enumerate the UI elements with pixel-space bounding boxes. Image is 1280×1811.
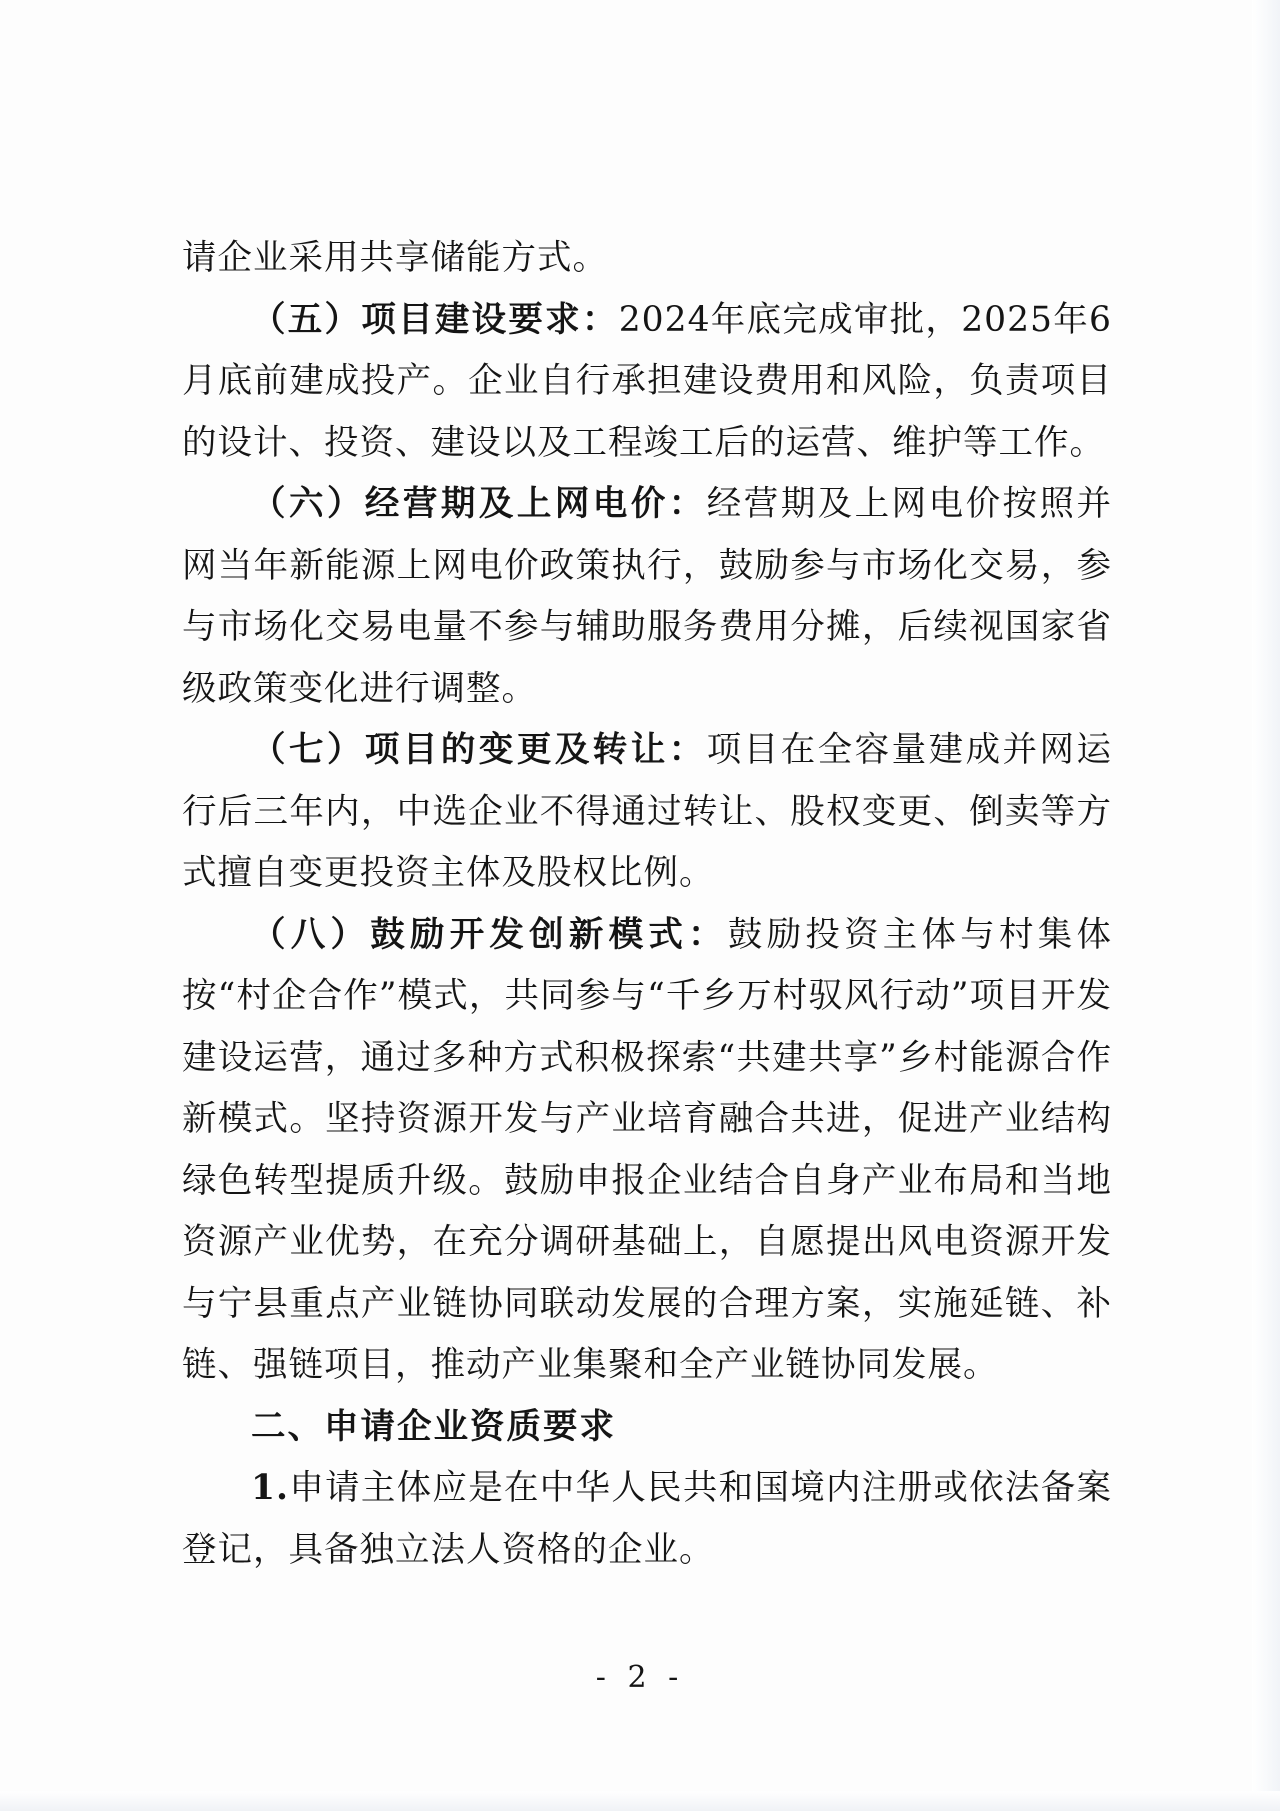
- list-item-text: 申请主体应是在中华人民共和国境内注册或依法备案登记，具备独立法人资格的企业。: [182, 1468, 1112, 1570]
- section-heading: 二、申请企业资质要求: [251, 1406, 616, 1447]
- scan-edge-right: [1252, 0, 1280, 1811]
- paragraph-operation-period-price: [182, 474, 1112, 720]
- paragraph-heading: （七）项目的变更及转让：: [251, 730, 707, 770]
- paragraph-continuation: [182, 228, 1112, 290]
- paragraph-heading: （五）项目建设要求：: [251, 299, 619, 340]
- paragraph-heading: （八）鼓励开发创新模式：: [251, 914, 728, 955]
- paragraph-text: 经营期及上网电价按照并网当年新能源上网电价政策执行，鼓励参与市场化交易，参与市场化交易电量不参与辅助服务费用分摊，后续视国家省级政策变化进行调整。: [182, 484, 1113, 709]
- paragraph-text: 项目在全容量建成并网运行后三年内，中选企业不得通过转让、股权变更、倒卖等方式擅自变更投资主体及股权比例。: [182, 730, 1113, 893]
- paragraph-innovation-mode: [182, 905, 1112, 1397]
- paragraph-heading: （六）经营期及上网电价：: [251, 484, 707, 524]
- paragraph-text: 2024年底完成审批，2025年6月底前建成投产。企业自行承担建设费用和风险，负责项目的设计、投资、建设以及工程竣工后的运营、维护等工作。: [182, 299, 1112, 463]
- list-item-number: 1.: [251, 1468, 290, 1508]
- paragraph-change-transfer: [182, 720, 1112, 905]
- page-number: - 2 -: [595, 1660, 685, 1695]
- paragraph-text: 鼓励投资主体与村集体按“村企合作”模式，共同参与“千乡万村驭风行动”项目开发建设运营，通过多种方式积极探索“共建共享”乡村能源合作新模式。坚持资源开发与产业培育融合共进，促进产业结构绿色转型提质升级。鼓励申报企业结合自身产业布局和当地资源产业优势，在充分调研基础上，自愿提出风电资源开发与宁县重点产业链协同联动发展的合理方案，实施延链、补链、强链项目，推动产业集聚和全产业链协同发展。: [182, 914, 1113, 1385]
- paragraph-construction-requirements: [182, 290, 1112, 475]
- paragraph-text: 请企业采用共享储能方式。: [182, 238, 608, 278]
- list-item-1: [182, 1458, 1112, 1581]
- scan-edge-bottom: [0, 1791, 1280, 1811]
- document-body: [182, 228, 1112, 1581]
